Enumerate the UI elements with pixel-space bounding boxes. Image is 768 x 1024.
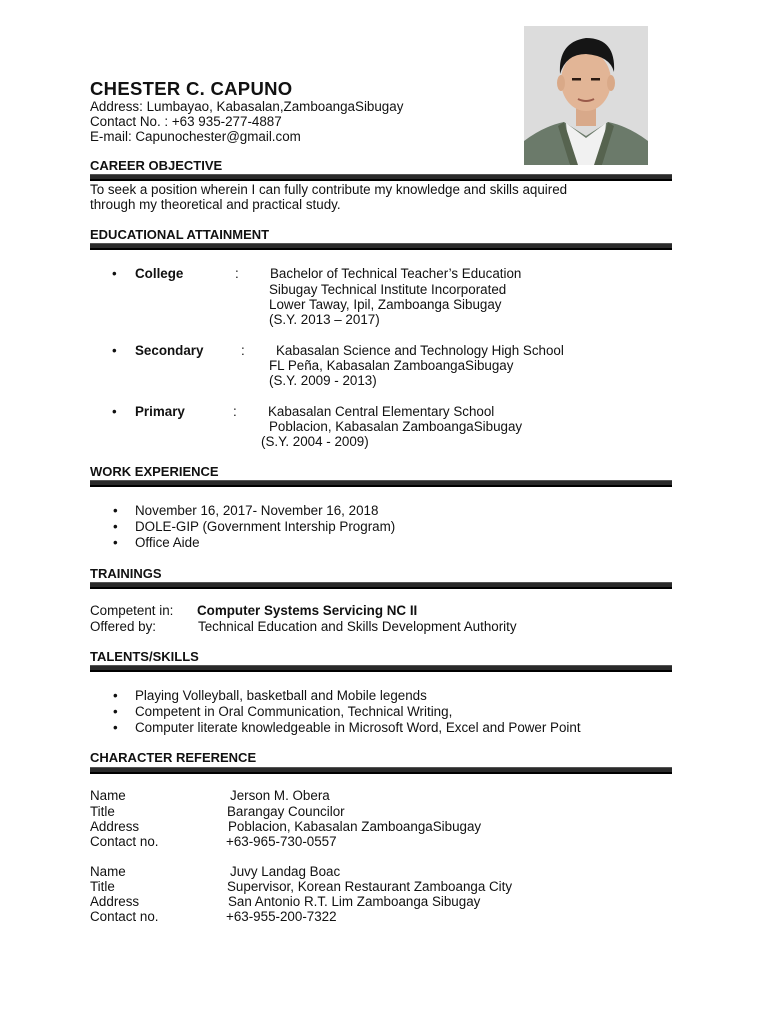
primary-colon: : (233, 404, 237, 419)
section-divider (90, 767, 672, 774)
address-line: Address: Lumbayao, Kabasalan,ZamboangaSibugay (90, 99, 404, 114)
ref-address-label: Address (90, 894, 140, 909)
work-item: November 16, 2017- November 16, 2018 (135, 503, 379, 518)
bullet: • (112, 266, 117, 281)
skill-item: Computer literate knowledgeable in Microsoft Word, Excel and Power Point (135, 720, 581, 735)
ref-name-label: Name (90, 788, 126, 803)
ref-title-value: Barangay Councilor (227, 804, 345, 819)
email-line: E-mail: Capunochester@gmail.com (90, 129, 301, 144)
skills-heading: TALENTS/SKILLS (90, 649, 199, 664)
trainings-heading: TRAININGS (90, 566, 162, 581)
primary-line: (S.Y. 2004 - 2009) (261, 434, 369, 449)
secondary-line: (S.Y. 2009 - 2013) (269, 373, 377, 388)
section-divider (90, 480, 672, 487)
college-line: Sibugay Technical Institute Incorporated (269, 282, 507, 297)
competent-label: Competent in: (90, 603, 174, 618)
skill-item: Playing Volleyball, basketball and Mobile legends (135, 688, 427, 703)
secondary-colon: : (241, 343, 245, 358)
bullet: • (113, 519, 118, 534)
education-heading: EDUCATIONAL ATTAINMENT (90, 227, 270, 242)
college-line: (S.Y. 2013 – 2017) (269, 312, 380, 327)
profile-photo (524, 26, 648, 165)
ref-title-label: Title (90, 804, 115, 819)
section-divider (90, 665, 672, 672)
college-colon: : (235, 266, 239, 281)
ref-title-label: Title (90, 879, 115, 894)
bullet: • (113, 688, 118, 703)
college-line: Bachelor of Technical Teacher’s Education (270, 266, 522, 281)
career-objective-heading: CAREER OBJECTIVE (90, 158, 223, 173)
applicant-name: CHESTER C. CAPUNO (90, 78, 293, 99)
college-label: College (135, 266, 184, 281)
section-divider (90, 174, 672, 181)
offered-label: Offered by: (90, 619, 156, 634)
ref-contact-label: Contact no. (90, 909, 159, 924)
bullet: • (113, 535, 118, 550)
secondary-label: Secondary (135, 343, 204, 358)
bullet: • (112, 404, 117, 419)
secondary-line: Kabasalan Science and Technology High School (276, 343, 564, 358)
objective-line-2: through my theoretical and practical study. (90, 197, 341, 212)
secondary-line: FL Peña, Kabasalan ZamboangaSibugay (269, 358, 514, 373)
contact-line: Contact No. : +63 935-277-4887 (90, 114, 282, 129)
skill-item: Competent in Oral Communication, Technical Writing, (135, 704, 453, 719)
primary-line: Kabasalan Central Elementary School (268, 404, 495, 419)
ref-contact-value: +63-965-730-0557 (226, 834, 337, 849)
ref-name-value: Juvy Landag Boac (230, 864, 341, 879)
section-divider (90, 243, 672, 250)
ref-title-value: Supervisor, Korean Restaurant Zamboanga City (227, 879, 513, 894)
bullet: • (113, 503, 118, 518)
ref-contact-value: +63-955-200-7322 (226, 909, 337, 924)
ref-address-value: Poblacion, Kabasalan ZamboangaSibugay (228, 819, 482, 834)
ref-name-label: Name (90, 864, 126, 879)
bullet: • (113, 704, 118, 719)
primary-label: Primary (135, 404, 185, 419)
college-line: Lower Taway, Ipil, Zamboanga Sibugay (269, 297, 502, 312)
competent-value: Computer Systems Servicing NC II (197, 603, 418, 618)
offered-value: Technical Education and Skills Development Authority (198, 619, 517, 634)
work-heading: WORK EXPERIENCE (90, 464, 219, 479)
ref-contact-label: Contact no. (90, 834, 159, 849)
work-item: Office Aide (135, 535, 200, 550)
bullet: • (113, 720, 118, 735)
ref-address-label: Address (90, 819, 140, 834)
objective-line-1: To seek a position wherein I can fully contribute my knowledge and skills aquired (90, 182, 568, 197)
section-divider (90, 582, 672, 589)
references-heading: CHARACTER REFERENCE (90, 750, 257, 765)
primary-line: Poblacion, Kabasalan ZamboangaSibugay (269, 419, 523, 434)
ref-name-value: Jerson M. Obera (230, 788, 330, 803)
ref-address-value: San Antonio R.T. Lim Zamboanga Sibugay (228, 894, 481, 909)
work-item: DOLE-GIP (Government Intership Program) (135, 519, 396, 534)
bullet: • (112, 343, 117, 358)
